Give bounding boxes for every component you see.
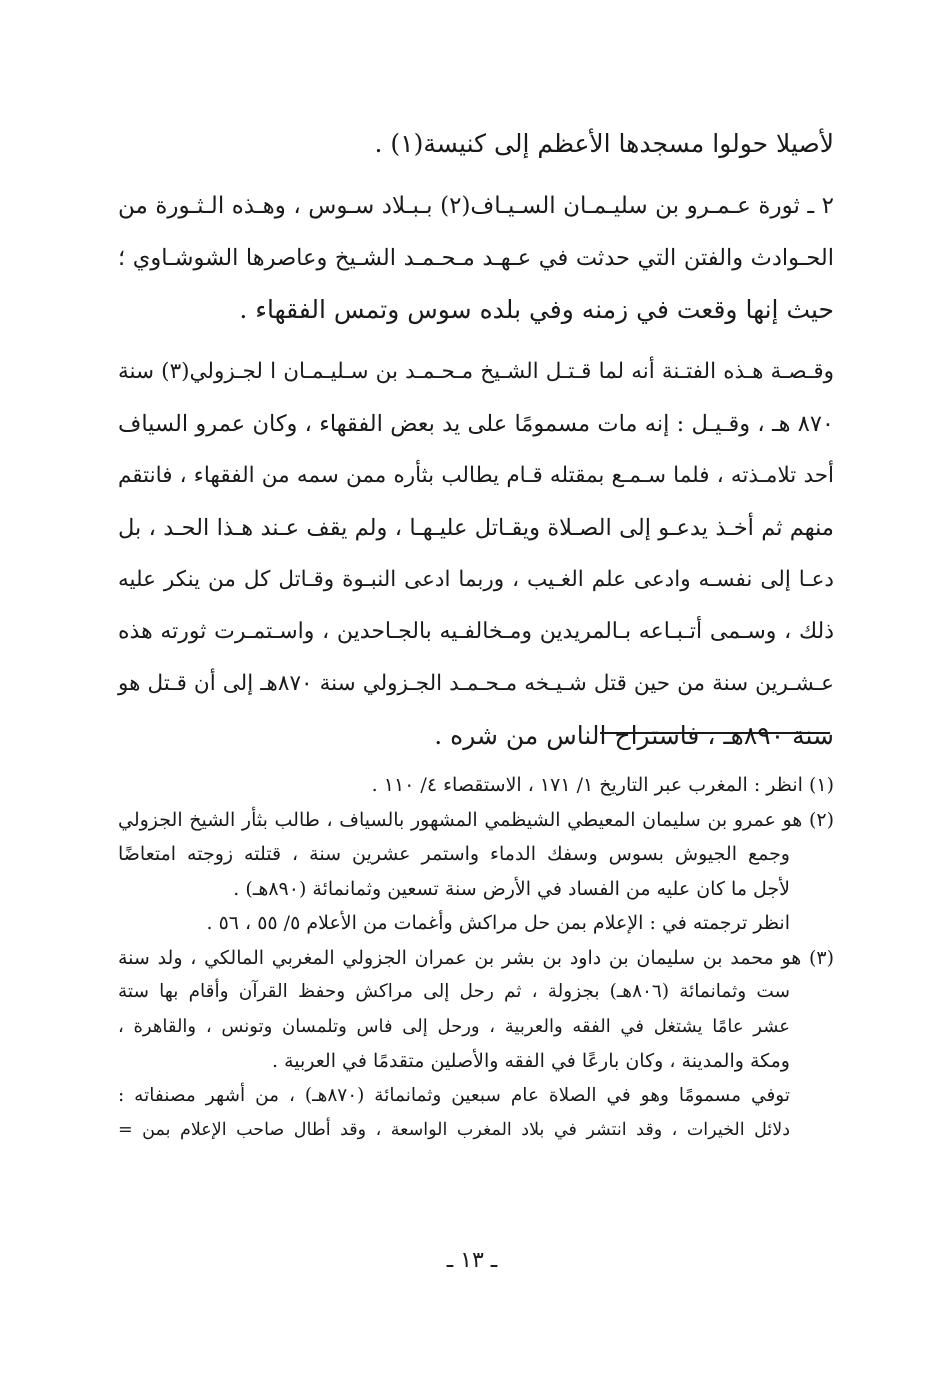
footnote-line: (١) انظر : المغرب عبر التاريخ ١/ ١٧١ ، الاستقصاء ٤/ ١١٠ . — [371, 774, 834, 796]
main-line: منهم ثم أخـذ يدعـو إلى الصـلاة ويقـاتل عليـهـا ، ولم يقف عـند هـذا الحـد ، بل — [118, 515, 834, 541]
footnote-line: دلائل الخيرات ، وقد انتشر في بلاد المغرب الواسعة ، وقد أطال صاحب الإعلام بمن = — [118, 1120, 790, 1140]
main-line: عـشـرين سنة من حين قتل شـيـخه مـحـمـد الجـزولي سنة ٨٧٠هـ إلى أن قـتل هو — [118, 671, 834, 696]
footnote-line: عشر عامًا يشتغل في الفقه والعربية ، ورحل إلى فاس وتلمسان وتونس ، والقاهرة ، — [118, 1015, 790, 1037]
footnote-line: وجمع الجيوش بسوس وسفك الدماء واستمر عشرين سنة ، قتلته زوجته امتعاضًا — [118, 843, 790, 865]
footnote-line: (٢) هو عمرو بن سليمان المعيطي الشيظمي المشهور بالسياف ، طالب بثأر الشيخ الجزولي — [118, 808, 834, 831]
main-line: وقـصـة هـذه الفتـنة أنه لما قـتـل الشـيخ مـحـمـد بن سـليـمـان ا لجـزولي(٣) سنة — [118, 359, 834, 384]
footnotes — [118, 768, 834, 1148]
footnote-line: توفي مسمومًا وهو في الصلاة عام سبعين وثمانمائة (٨٧٠هـ) ، من أشهر مصنفاته : — [118, 1084, 790, 1106]
main-line: حيث إنها وقعت في زمنه وفي بلده سوس وتمس الفقهاء . — [239, 295, 834, 324]
footnote-line: ست وثمانمائة (٨٠٦هـ) بجزولة ، ثم رحل إلى مراكش وحفظ القرآن وأقام بها ستة — [118, 981, 791, 1002]
footnote-separator — [600, 732, 830, 734]
main-line: ذلك ، وسـمى أتـبـاعه بـالمريدين ومـخالفـيه بالجـاحدين ، واسـتمـرت ثورته هذه — [118, 619, 834, 644]
main-line: دعـا إلى نفسـه وادعى علم الغـيب ، وربما ادعى النبـوة وقـاتل كل من ينكر عليه — [118, 567, 834, 592]
footnote-line: انظر ترجمته في : الإعلام بمن حل مراكش وأغمات من الأعلام ٥/ ٥٥ ، ٥٦ . — [206, 912, 790, 934]
main-text — [118, 118, 834, 762]
footnote-line: لأجل ما كان عليه من الفساد في الأرض سنة تسعين وثمانمائة (٨٩٠هـ) . — [233, 877, 790, 900]
footnote-line: (٣) هو محمد بن سليمان بن داود بن بشر بن عمران الجزولي المغربي المالكي ، ولد سنة — [118, 946, 834, 969]
main-line: لأصيلا حولوا مسجدها الأعظم إلى كنيسة(١) . — [374, 129, 834, 158]
page-number: ـ ١٣ ـ — [446, 1248, 498, 1273]
main-line: أحد تلامـذته ، فلما سـمـع بمقتله قـام يطالب بثأره ممن سمه من الفقهاء ، فانتقم — [118, 463, 834, 488]
main-line: الحـوادث والفتن التي حدثت في عـهـد مـحـمـد الشـيخ وعاصرها الشوشـاوي ؛ — [118, 245, 834, 271]
main-line: سنة ٨٩٠هـ ، فاستراح الناس من شره . — [434, 721, 834, 750]
main-line: ٨٧٠ هـ ، وقـيـل : إنه مات مسمومًا على يد بعض الفقهاء ، وكان عمرو السياف — [118, 411, 834, 437]
main-line: ٢ ـ ثورة عـمـرو بن سليـمـان السـيـاف(٢) بـبـلاد سـوس ، وهـذه الـثـورة من — [118, 193, 835, 219]
footnote-line: ومكة والمدينة ، وكان بارعًا في الفقه والأصلين متقدمًا في العربية . — [271, 1050, 790, 1072]
